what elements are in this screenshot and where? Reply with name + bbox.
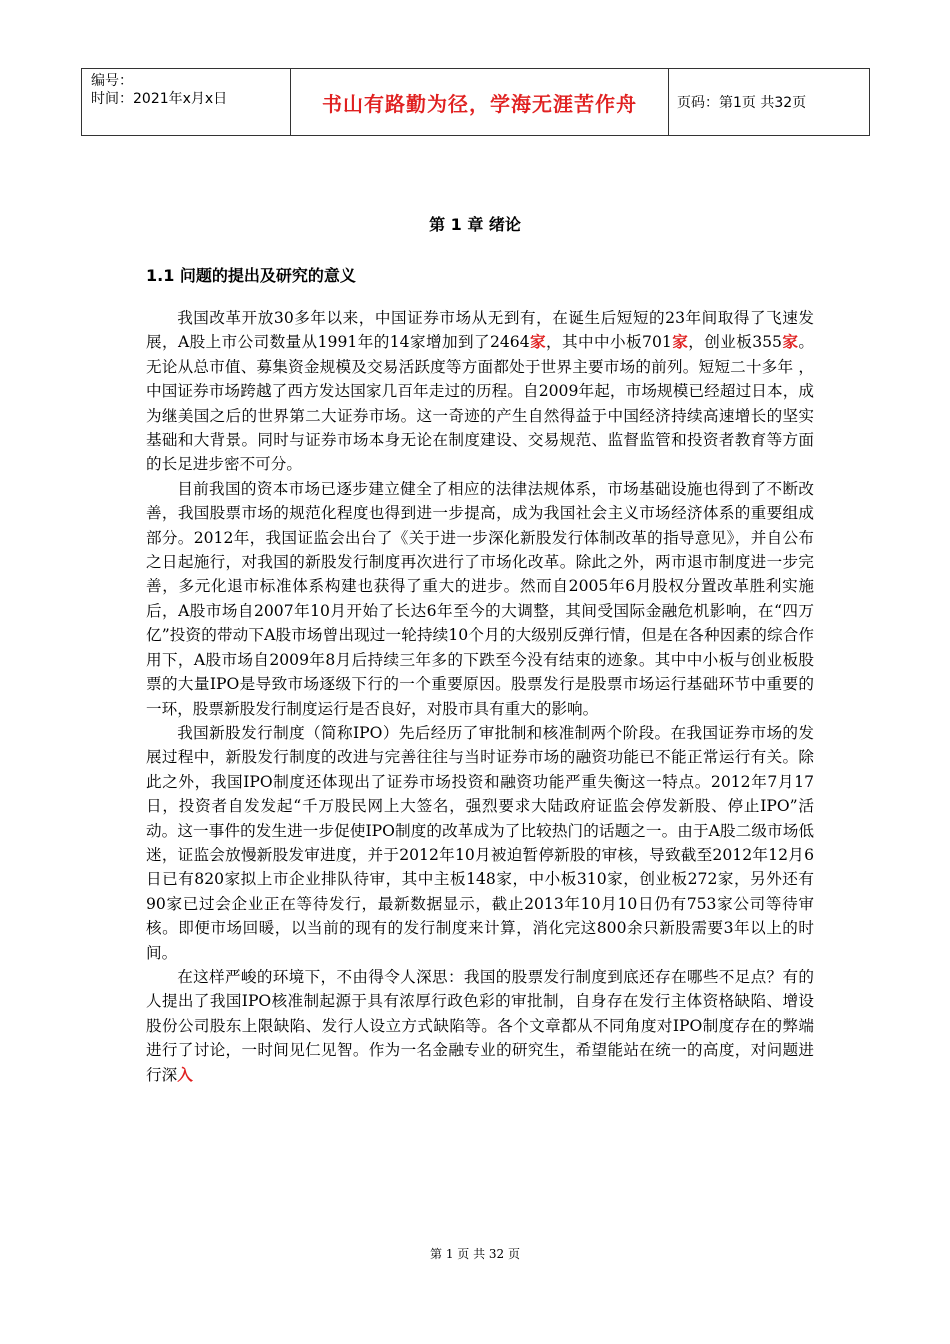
chapter-title: 第 1 章 绪论 (429, 215, 521, 234)
page-info: 页码：第1页 共32页 (677, 95, 807, 111)
header-motto-cell (291, 69, 669, 136)
header-page-cell (669, 69, 870, 136)
page-header (81, 68, 870, 136)
date-label: 时间：2021年x月x日 (91, 91, 228, 107)
body-text (146, 306, 814, 1087)
paragraph-2: 目前我国的资本市场已逐步建立健全了相应的法律法规体系，市场基础设施也得到了不断改善，我国股票市场的规范化程度也得到进一步提高，成为我国社会主义市场经济体系的重要组成部分。2012年，我国证监会出台了《关于进一步深化新股发行体制改革的指导意见》，并自公布之日起施行，对我国的新股发行制度再次进行了市场化改革。除此之外，两市退市制度进一步完善，多元化退市标准体系构建也获得了重大的进步。然而自2005年6月股权分置改革胜利实施后，A股市场自2007年10月开始了长达6年至今的大调整，其间受国际金融危机影响，在“四万亿”投资的带动下A股市场曾出现过一轮持续10个月的大级别反弹行情，但是在各种因素的综合作用下，A股市场自2009年8月后持续三年多的下跌至今没有结束的迹象。其中中小板与创业板股票的大量IPO是导致市场逐级下行的一个重要原因。股票发行是股票市场运行基础环节中重要的一环，股票新股发行制度运行是否良好，对股市具有重大的影响。 (146, 479, 814, 718)
paragraph-1: 我国改革开放30多年以来，中国证券市场从无到有，在诞生后短短的23年间取得了飞速发展，A股上市公司数量从1991年的14家增加到了2464家，其中中小板701家，创业板355家。无论从总市值、募集资金规模及交易活跃度等方面都处于世界主要市场的前列。短短二十多年 ，中国证券市场跨越了西方发达国家几百年走过的历程。自2009年起，市场规模已经超过日本，成为继美国之后的世界第二大证券市场。这一奇迹的产生自然得益于中国经济持续高速增长的坚实基础和大背景。同时与证券市场本身无论在制度建设、交易规范、监督监管和投资者教育等方面的长足进步密不可分。 (146, 309, 814, 474)
number-label: 编号： (91, 73, 133, 89)
header-left-cell (82, 69, 291, 136)
paragraph-3: 我国新股发行制度（简称IPO）先后经历了审批制和核准制两个阶段。在我国证券市场的发展过程中，新股发行制度的改进与完善往往与当时证券市场的融资功能已不能正常运行有关。除此之外，我国IPO制度还体现出了证券市场投资和融资功能严重失衡这一特点。2012年7月17日，投资者自发发起“千万股民网上大签名，强烈要求大陆政府证监会停发新股、停止IPO”活动。这一事件的发生进一步促使IPO制度的改革成为了比较热门的话题之一。由于A股二级市场低迷，证监会放慢新股发审进度，并于2012年10月被迫暂停新股的审核，导致截至2012年12月6日已有820家拟上市企业排队待审，其中主板148家，中小板310家，创业板272家，另外还有90家已过会企业正在等待发行，最新数据显示，截止2013年10月10日仍有753家公司等待审核。即便市场回暖，以当前的现有的发行制度来计算，消化完这800余只新股需要3年以上的时间。 (146, 723, 814, 962)
motto: 书山有路勤为径，学海无涯苦作舟 (322, 91, 637, 116)
section-title: 1.1 问题的提出及研究的意义 (146, 266, 356, 285)
paragraph-4: 在这样严峻的环境下，不由得令人深思：我国的股票发行制度到底还存在哪些不足点？有的人提出了我国IPO核准制起源于具有浓厚行政色彩的审批制，自身存在发行主体资格缺陷、增设股份公司股东上限缺陷、发行人设立方式缺陷等。各个文章都从不同角度对IPO制度存在的弊端进行了讨论，一时间见仁见智。作为一名金融专业的研究生，希望能站在统一的高度，对问题进行深入 (146, 967, 814, 1084)
page-footer: 第 1 页 共 32 页 (430, 1247, 520, 1261)
